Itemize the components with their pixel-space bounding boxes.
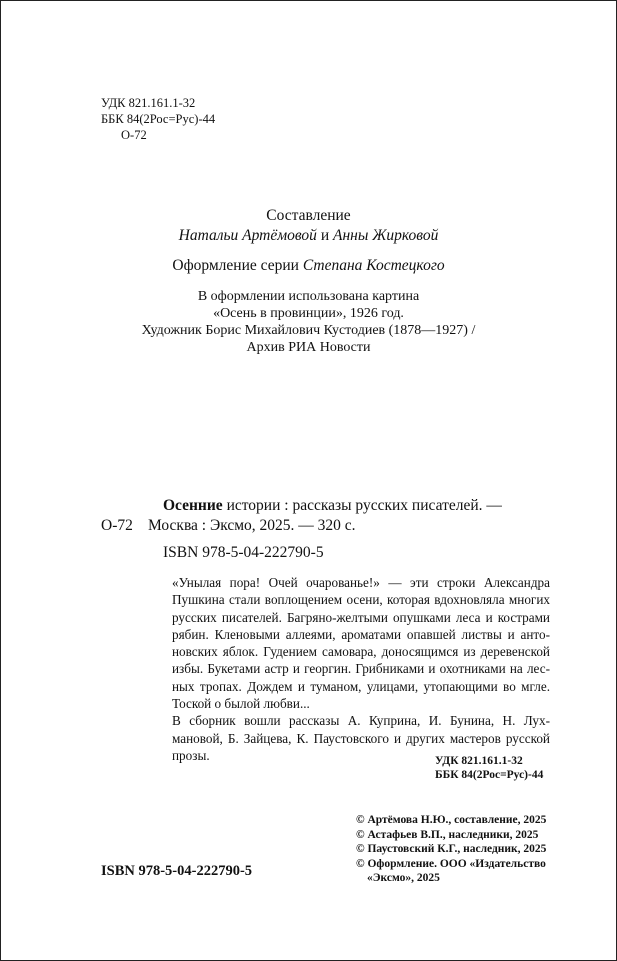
author-mark: О-72: [121, 128, 147, 142]
bottom-bbk-code: ББК 84(2Рос=Рус)-44: [435, 769, 544, 781]
copyright-line: © Астафьев В.П., наследники, 2025: [356, 828, 539, 841]
annotation: [148, 574, 550, 764]
bib-author-mark: О-72: [101, 517, 133, 534]
series-design-line: [0, 256, 617, 276]
annotation-line: Тоской о былой любви...: [172, 696, 310, 712]
series-designer-name: Степана Костецкого: [302, 257, 445, 274]
annotation-line: ных тропах. Дождем и туманом, улицами, утопающими во мгле.: [172, 678, 550, 694]
annotation-line: новских яблок. Гудением самовара, доносящимся из деревенской: [172, 644, 550, 660]
series-design-label: Оформление серии: [172, 257, 303, 274]
annotation-line: мановой, Б. Зайцева, К. Паустовского и других мастеров русской: [172, 730, 550, 746]
copyright-block: [356, 813, 546, 886]
copyright-line: «Эксмо», 2025: [367, 872, 440, 884]
annotation-line: прозы.: [172, 747, 210, 763]
annotation-paragraph-1: [148, 574, 550, 712]
udk-code: УДК 821.161.1-32: [101, 96, 196, 110]
bib-isbn: ISBN 978-5-04-222790-5: [163, 544, 324, 561]
cover-note-line-4: Архив РИА Новости: [246, 340, 371, 355]
cover-note-line-2: «Осень в провинции», 1926 год.: [213, 306, 404, 321]
annotation-line: русских писателей. Багряно-желтыми опушками леса и кострами: [172, 609, 550, 625]
cover-note-line-1: В оформлении использована картина: [197, 289, 420, 304]
compiled-label: Составление: [266, 207, 351, 224]
copyright-line: © Оформление. ООО «Издательство: [356, 857, 546, 870]
annotation-line: рябин. Кленовыми аллеями, ароматами опавшей листвы и анто-: [172, 626, 550, 642]
annotation-line: В сборник вошли рассказы А. Куприна, И. Бунина, Н. Лух-: [172, 713, 550, 729]
compilers-line: [0, 226, 617, 246]
annotation-line: «Унылая пора! Очей очарованье!» — эти строки Александра: [172, 575, 550, 590]
bib-title-rest: истории : рассказы русских писателей. —: [222, 497, 502, 514]
footer-isbn: ISBN 978-5-04-222790-5: [101, 863, 253, 879]
compilers-conjunction: и: [316, 227, 333, 244]
compiler-zhirkova: Анны Жирковой: [332, 227, 439, 244]
bib-imprint: Москва : Эксмо, 2025. — 320 с.: [148, 517, 356, 534]
annotation-line: Пушкина стали воплощением осени, которая вдохновляла многих: [172, 592, 550, 608]
bottom-udk-code: УДК 821.161.1-32: [435, 755, 523, 767]
bib-title-line: [163, 496, 502, 516]
bib-title-bold: Осенние: [163, 497, 223, 514]
cover-note-line-3: Художник Борис Михайлович Кустодиев (1878—1927) /: [141, 323, 476, 338]
compiler-artemova: Натальи Артёмовой: [178, 227, 317, 244]
copyright-line: © Паустовский К.Г., наследник, 2025: [356, 843, 547, 855]
copyright-line: © Артёмова Н.Ю., составление, 2025: [356, 814, 547, 826]
bbk-code: ББК 84(2Рос=Рус)-44: [101, 112, 216, 126]
annotation-line: избы. Букетами астр и георгин. Грибниками и охотниками на лес-: [172, 661, 550, 677]
